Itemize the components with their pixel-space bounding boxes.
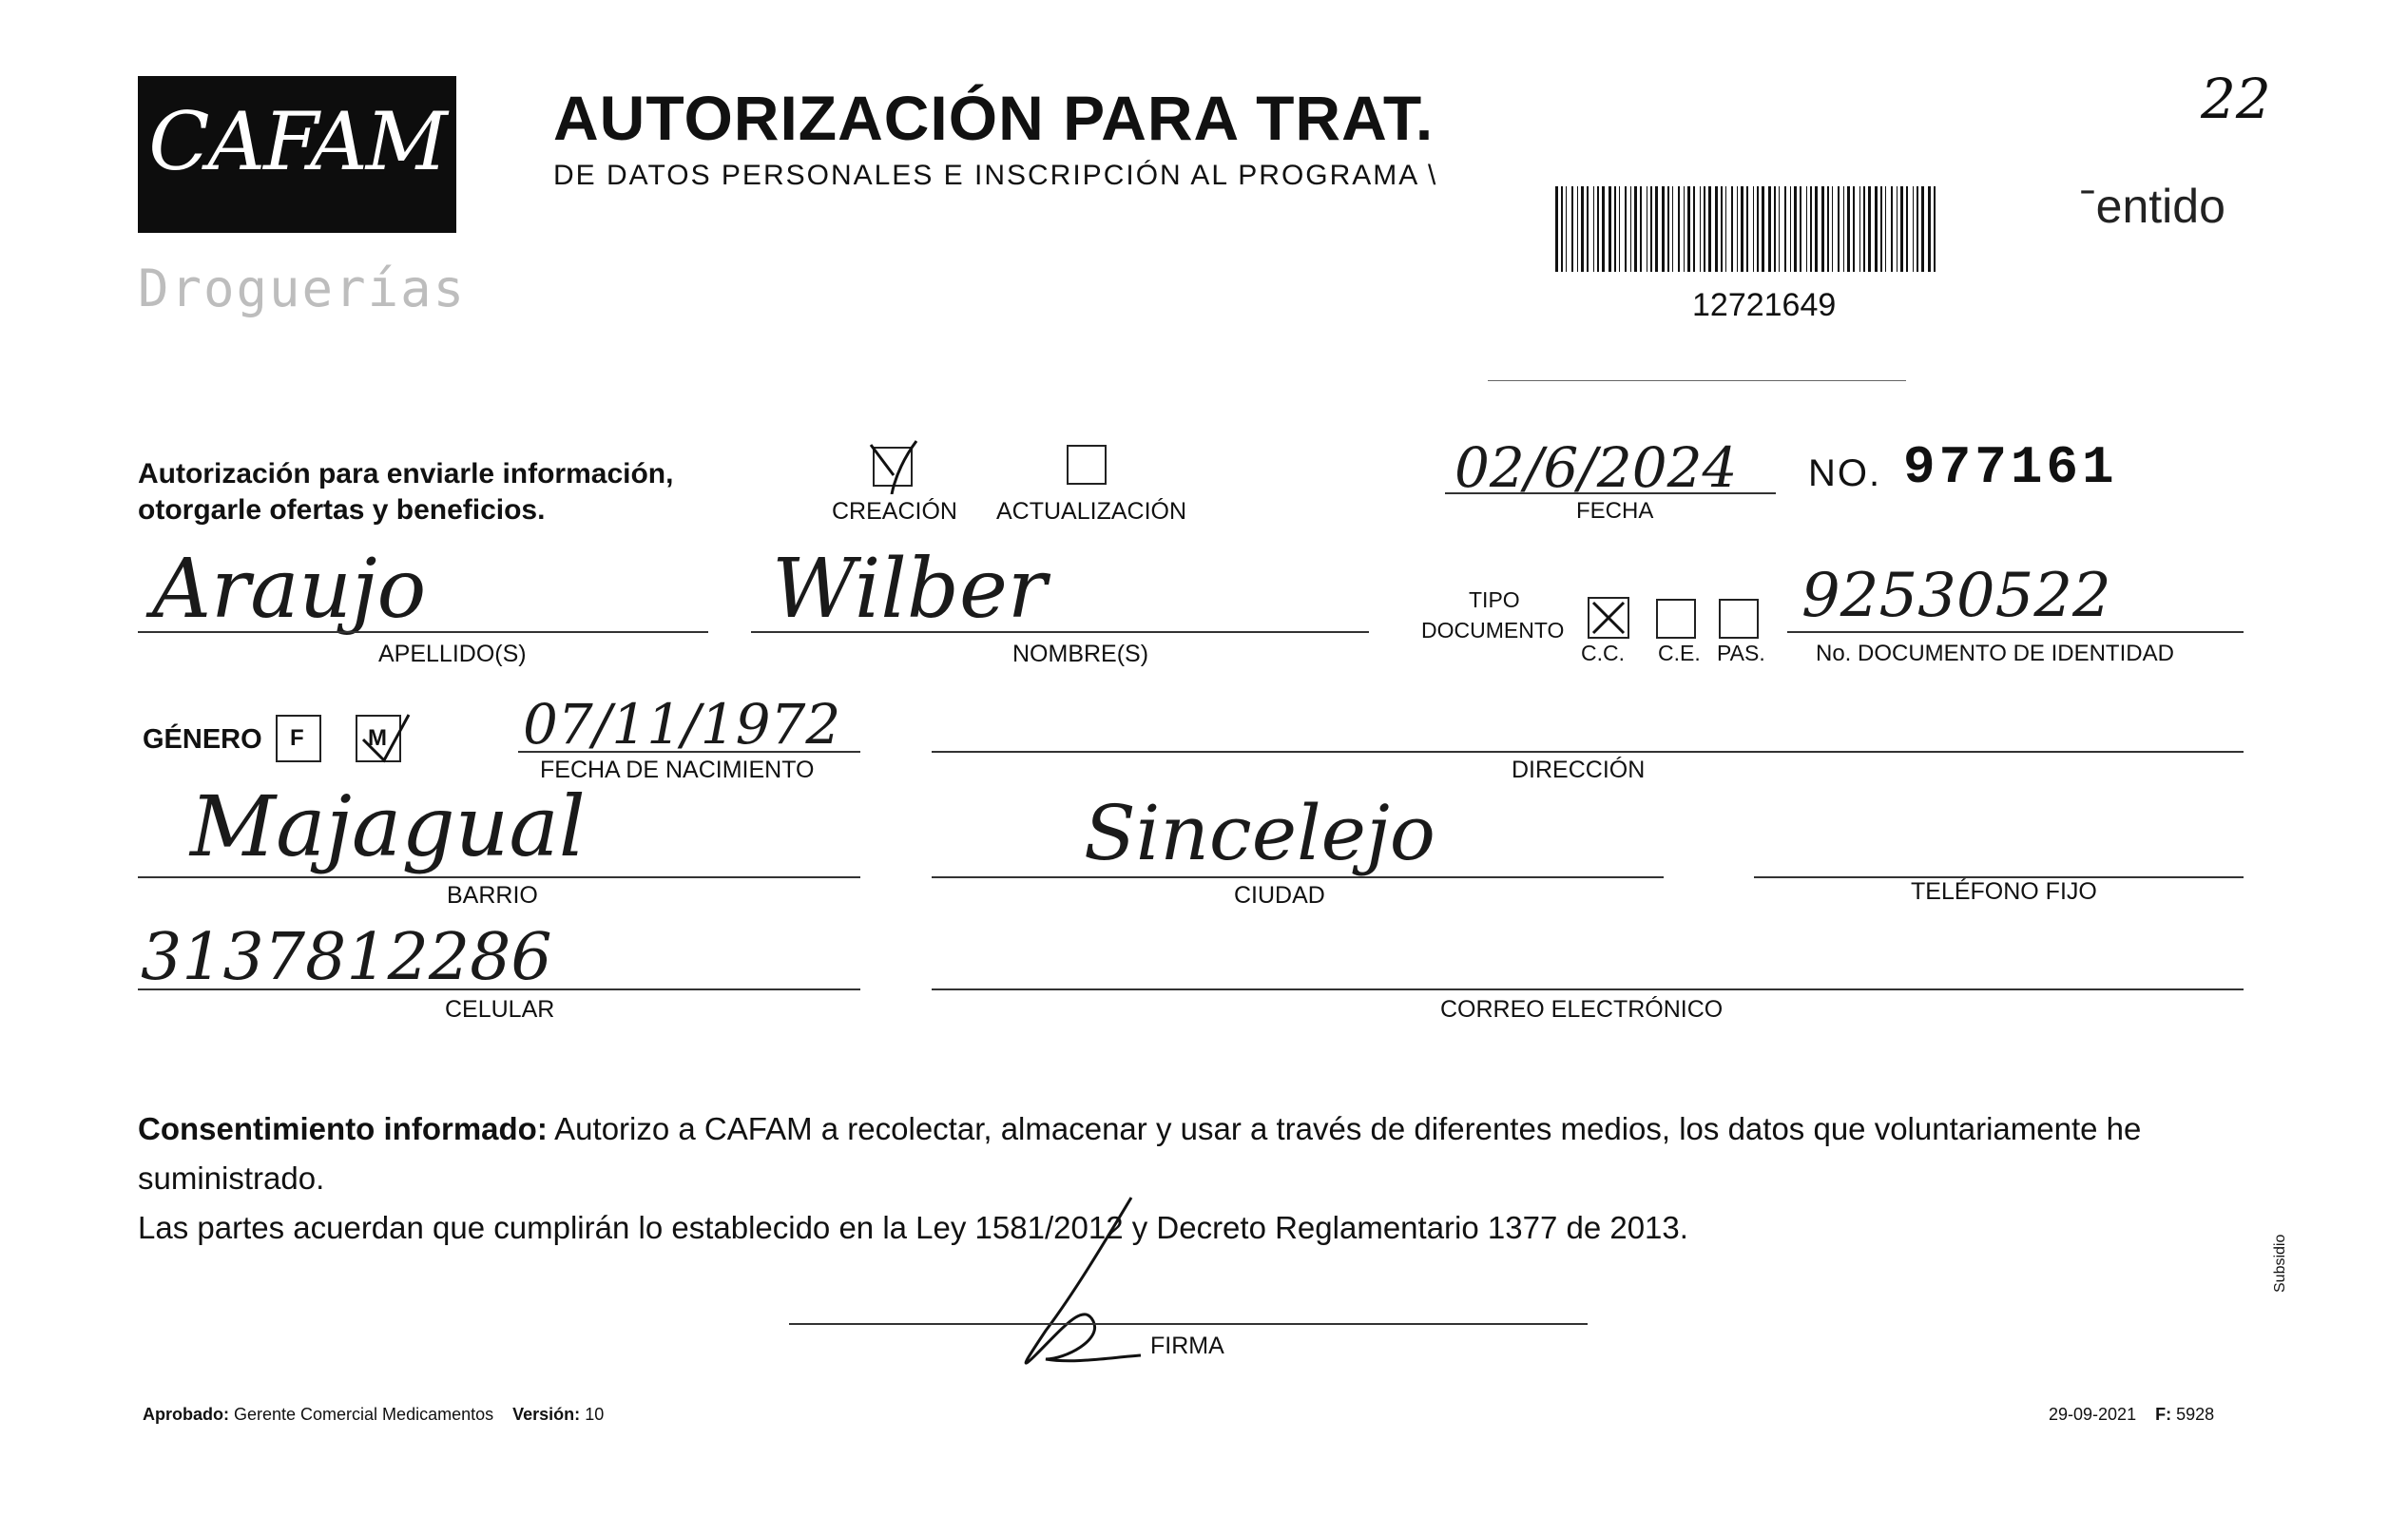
firma-label: FIRMA	[1150, 1333, 1224, 1359]
barcode-bar	[1577, 186, 1578, 272]
barcode-bar	[1561, 186, 1563, 272]
x-mark-icon	[1589, 599, 1628, 637]
celular-label: CELULAR	[445, 996, 555, 1023]
telefono-label: TELÉFONO FIJO	[1911, 878, 2097, 905]
barcode-bar	[1619, 186, 1620, 272]
barcode-bar	[1875, 186, 1878, 272]
genero-label: GÉNERO	[143, 724, 262, 755]
form-code-value: 5928	[2176, 1405, 2215, 1424]
barcode-bar	[1806, 186, 1807, 272]
consent-heading: Consentimiento informado:	[138, 1111, 548, 1146]
fecha-line	[1445, 492, 1776, 494]
form-code-label: F:	[2155, 1405, 2172, 1424]
direccion-label: DIRECCIÓN	[1512, 757, 1646, 783]
barcode-bar	[1868, 186, 1871, 272]
fecha-label: FECHA	[1576, 498, 1654, 524]
barcode-bar	[1900, 186, 1903, 272]
actualizacion-checkbox[interactable]	[1067, 445, 1107, 485]
cc-checkbox[interactable]	[1588, 597, 1629, 639]
barcode-bar	[1741, 186, 1743, 272]
genero-m-checkbox[interactable]	[356, 715, 401, 762]
form-number: 977161	[1903, 437, 2118, 498]
version-value: 10	[585, 1405, 605, 1424]
barcode-bar	[1708, 186, 1711, 272]
barcode-bar	[1762, 186, 1764, 272]
barcode-bar	[1625, 186, 1627, 272]
barcode-bar	[1821, 186, 1824, 272]
ce-label: C.E.	[1658, 641, 1701, 665]
footer-approval	[143, 1405, 604, 1425]
celular-line	[138, 988, 860, 990]
nacimiento-label: FECHA DE NACIMIENTO	[540, 757, 815, 783]
form-subtitle: DE DATOS PERSONALES E INSCRIPCIÓN AL PROGRAMA \	[553, 160, 1438, 191]
aprobado-label: Aprobado:	[143, 1405, 229, 1424]
barcode-bar	[1693, 186, 1695, 272]
barcode-bar	[1843, 186, 1844, 272]
barcode-bar	[1650, 186, 1652, 272]
creacion-checkbox[interactable]	[873, 447, 913, 487]
nombres-label: NOMBRE(S)	[1012, 641, 1149, 667]
barcode-bar	[1897, 186, 1898, 272]
side-text: Subsidio	[2272, 1234, 2288, 1293]
barcode-bar	[1715, 186, 1718, 272]
barcode-bar	[1815, 186, 1818, 272]
intro-line-2: otorgarle ofertas y beneficios.	[138, 494, 546, 526]
barcode-bar	[1827, 186, 1829, 272]
barcode-bar	[1593, 186, 1594, 272]
barcode-bar	[1885, 186, 1886, 272]
barcode-bar	[1838, 186, 1840, 272]
barcode-bar	[1581, 186, 1584, 272]
ciudad-line	[932, 876, 1664, 878]
consent-text-1: Autorizo a CAFAM a recolectar, almacenar y usar a través de diferentes medios, los datos que voluntariamente he suministrado.	[138, 1111, 2142, 1196]
documento-value[interactable]: 92530522	[1801, 561, 2111, 631]
fecha-value[interactable]: 02/6/2024	[1454, 435, 1738, 500]
correo-label: CORREO ELECTRÓNICO	[1440, 996, 1724, 1023]
barrio-line	[138, 876, 860, 878]
nacimiento-line	[518, 751, 860, 753]
consent-paragraph	[138, 1104, 2248, 1253]
barcode-bar	[1790, 186, 1791, 272]
no-label: NO.	[1808, 452, 1882, 494]
nombres-value[interactable]: Wilber	[772, 542, 1047, 637]
actualizacion-label: ACTUALIZACIÓN	[996, 498, 1187, 525]
barcode-bar	[1784, 186, 1786, 272]
footer-date: 29-09-2021	[2049, 1405, 2137, 1424]
barcode-bar	[1757, 186, 1759, 272]
nacimiento-value[interactable]: 07/11/1972	[523, 692, 841, 757]
documento-label: No. DOCUMENTO DE IDENTIDAD	[1816, 641, 2174, 666]
barcode-bar	[1667, 186, 1669, 272]
barcode-bar	[1847, 186, 1850, 272]
barcode-bar	[1779, 186, 1780, 272]
barrio-label: BARRIO	[447, 882, 538, 909]
barcode-bar	[1794, 186, 1797, 272]
barcode-bar	[1725, 186, 1726, 272]
pas-checkbox[interactable]	[1719, 599, 1759, 639]
logo-subtitle: Droguerías	[138, 259, 467, 318]
barcode-bar	[1602, 186, 1605, 272]
barcode-bar	[1640, 186, 1642, 272]
barcode-bar	[1704, 186, 1705, 272]
barcode-bar	[1906, 186, 1908, 272]
x-mark-icon	[356, 711, 413, 764]
barcode-bar	[1891, 186, 1893, 272]
barcode-bar	[1678, 186, 1680, 272]
barcode-bar	[1555, 186, 1558, 272]
barcode-bar	[1753, 186, 1754, 272]
barcode-bar	[1609, 186, 1611, 272]
barcode-bar	[1832, 186, 1833, 272]
correo-line	[932, 988, 2244, 990]
barcode-bar	[1859, 186, 1860, 272]
barcode-bar	[1853, 186, 1855, 272]
barcode-bar	[1700, 186, 1701, 272]
check-mark-icon	[867, 437, 924, 494]
divider	[1488, 380, 1906, 381]
barcode-bar	[1571, 186, 1573, 272]
barcode-bar	[1917, 186, 1918, 272]
barrio-value[interactable]: Majagual	[190, 777, 586, 875]
barcode-bar	[1863, 186, 1865, 272]
consent-text-2: Las partes acuerdan que cumplirán lo establecido en la Ley 1581/2012 y Decreto Reglamentario 1377 de 2013.	[138, 1210, 1688, 1245]
barcode-bar	[1934, 186, 1936, 272]
barcode-bar	[1614, 186, 1616, 272]
barcode-bar	[1687, 186, 1690, 272]
form-title: AUTORIZACIÓN PARA TRAT.	[553, 83, 1435, 153]
barcode-bar	[1684, 186, 1685, 272]
barcode-bar	[1731, 186, 1733, 272]
creacion-label: CREACIÓN	[832, 498, 957, 525]
tipo-label: TIPO	[1469, 587, 1520, 612]
barcode-bar	[1662, 186, 1665, 272]
genero-f-checkbox[interactable]	[276, 715, 321, 762]
direccion-line	[932, 751, 2244, 753]
barcode-bar	[1566, 186, 1567, 272]
nombres-line	[751, 631, 1369, 633]
barcode-bar	[1768, 186, 1771, 272]
barcode-bar	[1810, 186, 1812, 272]
barcode-bar	[1746, 186, 1748, 272]
firma-line	[789, 1323, 1588, 1325]
ce-checkbox[interactable]	[1656, 599, 1696, 639]
aprobado-value: Gerente Comercial Medicamentos	[234, 1405, 494, 1424]
documento-type-label: DOCUMENTO	[1421, 618, 1565, 643]
ciudad-label: CIUDAD	[1234, 882, 1325, 909]
contenido-fragment: ˉentido	[2080, 180, 2225, 233]
barcode-bar	[1928, 186, 1931, 272]
barcode-bar	[1880, 186, 1882, 272]
barcode-bar	[1721, 186, 1723, 272]
footer-code	[2049, 1405, 2214, 1425]
cc-label: C.C.	[1581, 641, 1625, 665]
barcode-number: 12721649	[1692, 287, 1837, 323]
documento-line	[1787, 631, 2244, 633]
barcode-bar	[1597, 186, 1599, 272]
apellidos-line	[138, 631, 708, 633]
barcode-bar	[1921, 186, 1924, 272]
barcode-bar	[1655, 186, 1658, 272]
barcode-bar	[1800, 186, 1801, 272]
pas-label: PAS.	[1717, 641, 1765, 665]
barcode-bar	[1672, 186, 1673, 272]
barcode-bar	[1737, 186, 1738, 272]
genero-f-label: F	[290, 725, 304, 751]
barcode	[1555, 186, 1936, 272]
apellidos-value[interactable]: Araujo	[152, 542, 427, 637]
cafam-logo: CAFAM	[148, 95, 446, 188]
ciudad-value[interactable]: Sincelejo	[1084, 789, 1435, 877]
barcode-bar	[1913, 186, 1914, 272]
genero-m-label: M	[368, 725, 387, 751]
barcode-bar	[1634, 186, 1637, 272]
version-label: Versión:	[512, 1405, 581, 1424]
apellidos-label: APELLIDO(S)	[378, 641, 527, 667]
barcode-bar	[1630, 186, 1631, 272]
barcode-bar	[1774, 186, 1776, 272]
barcode-bar	[1587, 186, 1589, 272]
corner-mark: 22	[2201, 67, 2271, 131]
intro-line-1: Autorización para enviarle información,	[138, 458, 674, 489]
celular-value[interactable]: 3137812286	[141, 920, 552, 995]
